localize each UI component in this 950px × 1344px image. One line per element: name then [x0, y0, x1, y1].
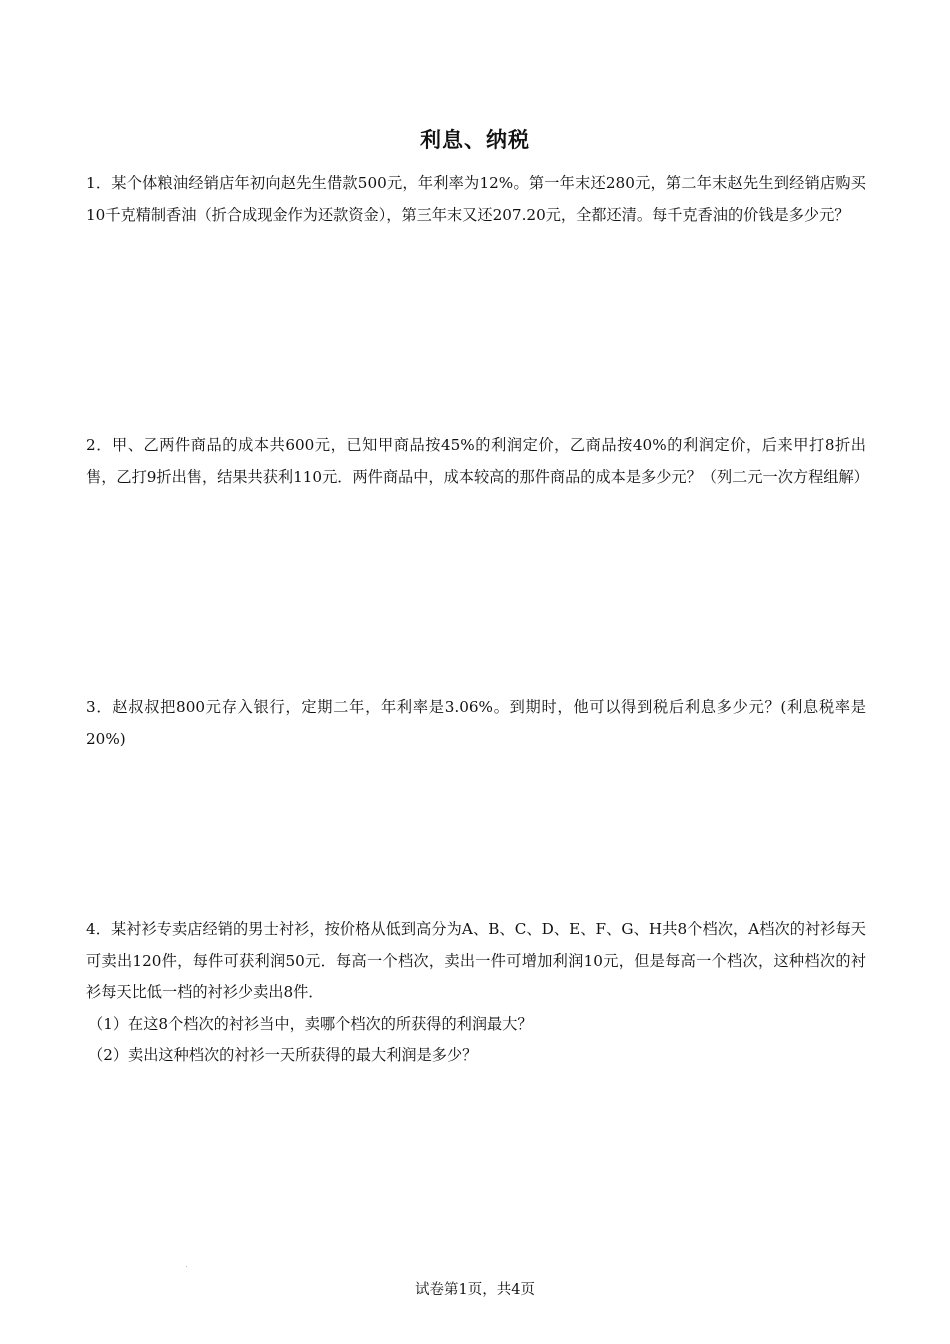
question-4-part-1: （1）在这8个档次的衬衫当中，卖哪个档次的所获得的利润最大？ [88, 1014, 533, 1033]
question-4-part-2: （2）卖出这种档次的衬衫一天所获得的最大利润是多少？ [88, 1046, 478, 1064]
page-title: 利息、纳税 [420, 128, 530, 152]
question-4-stem: 4．某衬衫专卖店经销的男士衬衫，按价格从低到高分为A、B、C、D、E、F、G、H共8个档次，A档次的衬衫每天可卖出120件，每件可获利润50元．每高一个档次，卖出一件可增加利润10元，但是每高一个档次，这种档次的衬衫每天比低一档的衬衫少卖出8件． [86, 920, 866, 1001]
question-4 [86, 914, 866, 1072]
stray-dot [186, 1266, 187, 1267]
page-footer: 试卷第1页，共4页 [415, 1282, 535, 1298]
question-2: 2．甲、乙两件商品的成本共600元，已知甲商品按45%的利润定价，乙商品按40%的利润定价，后来甲打8折出售，乙打9折出售，结果共获利110元．两件商品中，成本较高的那件商品的成本是多少元？（列二元一次方程组解） [86, 436, 869, 486]
question-1: 1．某个体粮油经销店年初向赵先生借款500元，年利率为12%。第一年末还280元，第二年末赵先生到经销店购买10千克精制香油（折合成现金作为还款资金），第三年末又还207.20元，全都还清。每千克香油的价钱是多少元？ [86, 174, 866, 224]
question-3: 3．赵叔叔把800元存入银行，定期二年，年利率是3.06%。到期时，他可以得到税后利息多少元？(利息税率是20%) [86, 698, 866, 748]
